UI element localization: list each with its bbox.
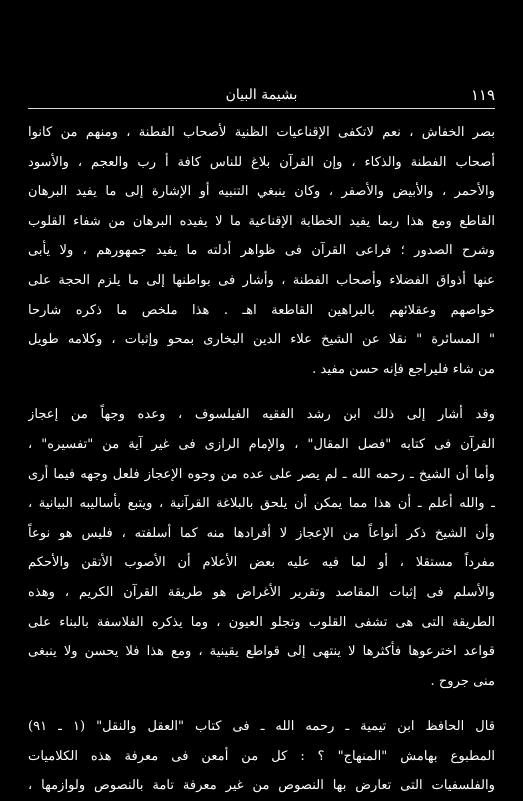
text-line: الطريقة التى هى تشفى القلوب وتجلو العيون ، وما يذكره الفلاسفة بالبناء على	[28, 614, 495, 630]
text-line: والأحمر ، والأبيض والأصفر ، وكان ينبغي التنبيه أو الإشارة إلى ما يفيد البرهان	[28, 184, 495, 200]
text-line: قال الحافظ ابن تيمية ـ رحمه الله ـ فى كتاب "العقل والنقل" (١ ـ ٩١)	[28, 719, 495, 735]
text-line: مفرداً مستقلا ، أو لما فيه عليه بعض الأعلام أن الأصوب الأتقن والأحكم	[28, 555, 495, 571]
text-line: والأسلم فى إثبات المقاصد وتقرير الأغراض هو طريقة القرآن الكريم ، وهذه	[28, 584, 495, 600]
page-body	[28, 118, 495, 801]
paragraph-1	[28, 118, 495, 384]
page-header	[28, 84, 495, 106]
text-line: القرآن فى كتابه "فصل المقال" ، والإمام الرازى فى غير آية من "تفسيره" ،	[28, 436, 495, 452]
text-line: وأن الشيخ ذكر أنواعاً من الإعجاز لا أفرادها منه كما أسلفته ، فليس هو نوعاً	[28, 525, 495, 541]
text-line: " المسائرة " نقلا عن الشيخ علاء الدين البخارى بمحو وإثبات ، وكلامه طويل	[28, 332, 495, 348]
text-line: وأما أن الشيخ ـ رحمه الله ـ لم يصر على عده من وجوه الإعجاز فلعل وجهه فيما أرى	[28, 466, 495, 482]
text-line: المطبوع بهامش "المنهاج" ؟ : كل من أمعن فى معرفة هذه الكلاميات	[28, 748, 495, 764]
text-line: من شاء فليراجع فإنه حسن مفيد .	[312, 361, 495, 377]
text-line: وقد أشار إلى ذلك ابن رشد الفقيه الفيلسوف ، وعده وجهاً من إعجاز	[28, 407, 495, 423]
header-rule	[28, 108, 495, 109]
text-line: بصر الخفاش ، نعم لاتكفى الإقناعيات الظنية لأصحاب الفطنة ، ومنهم من كانوا	[28, 125, 495, 140]
text-line: ـ والله أعلم ـ أن هذا مما يمكن أن يلحق بالبلاغة القرآنية ، ويتبع بأساليبه البيانية ،	[28, 496, 495, 512]
text-line: وشرح الصدور ؛ فراعى القرآن فى ظواهر أدلته ما يفيد جمهورهم ، ولا يأبى	[28, 243, 495, 259]
running-title: بشيمة البيان	[225, 87, 298, 103]
paragraph-3	[28, 712, 495, 801]
text-line: القاطع ومع هذا ربما يفيد الخطابة الإقناعية ما لا يفيده البرهان من شفاء القلوب	[28, 213, 495, 229]
text-line: والفلسفيات التى تعارض بها النصوص من غير معرفة تامة بالنصوص ولوازمها ،	[28, 778, 495, 794]
page-number: ١١٩	[470, 86, 495, 104]
text-line: أصحاب الفطنة والذكاء ، وإن القرآن بلاغ للناس كافة أ رب والعجم ، والأسود	[28, 154, 495, 170]
text-line: عنها أذواق الفضلاء وأصحاب الفطنة ، وأشار فى بواطنها إلى ما يلزم الحجة على	[28, 272, 495, 288]
text-line: قواعد اخترعوها فأكثرها لا ينتهى إلى قواطع يقينية ، ومع هذا فلا يحسن ولا ينبغى	[28, 644, 495, 660]
paragraph-2	[28, 400, 495, 696]
text-line: خواصهم وعقلائهم بالبراهين القاطعة اهـ . هذا ملخص ما ذكره شارحا	[28, 302, 495, 318]
text-line: منى جروح .	[430, 673, 495, 689]
